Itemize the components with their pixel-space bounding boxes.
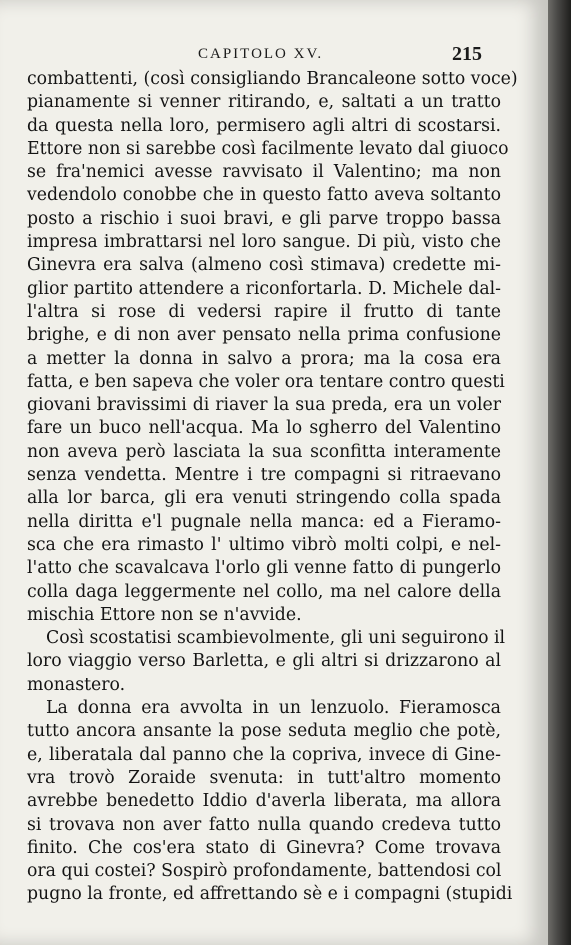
running-title: CAPITOLO XV. — [198, 46, 324, 62]
text-line: l'atto che scavalcava l'orlo gli venne fatto di pungerlo — [27, 558, 501, 579]
page-number: 215 — [452, 43, 482, 65]
text-line: Ettore non si sarebbe così facilmente levato dal giuoco — [27, 138, 509, 159]
text-line: Ginevra era salva (almeno così stimava) credette mi- — [27, 255, 501, 276]
text-line: e, liberatala dal panno che la copriva, invece di Gine- — [27, 744, 501, 765]
text-line: giovani bravissimi di riaver la sua preda, era un voler — [27, 395, 501, 416]
text-line: nella diritta e'l pugnale nella manca: ed a Fieramo- — [27, 511, 501, 532]
text-line: tutto ancora ansante la pose seduta meglio che potè, — [27, 721, 501, 742]
text-line: da questa nella loro, permisero agli altri di scostarsi. — [27, 115, 501, 136]
text-line: avrebbe benedetto Iddio d'averla liberata, ma allora — [27, 791, 501, 812]
text-line: mischia Ettore non se n'avvide. — [27, 604, 302, 625]
text-line: brighe, e di non aver pensato nella prima confusione — [27, 325, 501, 346]
text-line: loro viaggio verso Barletta, e gli altri si drizzarono al — [27, 651, 501, 672]
book-gutter — [548, 0, 571, 945]
text-line: pugno la fronte, ed affrettando sè e i compagni (stupidi — [27, 884, 513, 905]
text-line: si trovava non aver fatto nulla quando credeva tutto — [27, 814, 501, 835]
text-line: l'altra si rose di vedersi rapire il frutto di tante — [27, 301, 501, 322]
text-line: monastero. — [27, 674, 126, 695]
text-line: senza vendetta. Mentre i tre compagni si ritraevano — [27, 465, 501, 486]
text-line: La donna era avvolta in un lenzuolo. Fieramosca — [46, 698, 501, 719]
text-line: Così scostatisi scambievolmente, gli uni seguirono il — [46, 628, 506, 649]
text-line: vedendolo conobbe che in questo fatto aveva soltanto — [27, 185, 501, 206]
text-line: colla daga leggermente nel collo, ma nel calore della — [27, 581, 501, 602]
text-line: fatta, e ben sapeva che voler ora tentare contro questi — [27, 371, 505, 392]
text-line: a metter la donna in salvo a prora; ma la cosa era — [27, 348, 501, 369]
text-line: non aveva però lasciata la sua sconfitta interamente — [27, 441, 501, 462]
text-line: impresa imbrattarsi nel loro sangue. Di più, visto che — [27, 232, 501, 253]
text-line: posto a rischio i suoi bravi, e gli parve troppo bassa — [27, 208, 501, 229]
text-line: fare un buco nell'acqua. Ma lo sgherro del Valentino — [27, 418, 501, 439]
text-line: se fra'nemici avesse ravvisato il Valentino; ma non — [27, 162, 501, 183]
text-line: alla lor barca, gli era venuti stringendo colla spada — [27, 488, 501, 509]
text-line: combattenti, (così consigliando Brancaleone sotto voce) — [27, 69, 518, 89]
text-line: ora qui costei? Sospirò profondamente, battendosi col — [27, 861, 502, 882]
text-line: glior partito attendere a riconfortarla. D. Michele dal- — [27, 278, 501, 299]
text-line: finito. Che cos'era stato di Ginevra? Come trovava — [27, 837, 501, 858]
text-line: pianamente si venner ritirando, e, saltati a un tratto — [27, 92, 501, 113]
text-body — [27, 68, 518, 907]
page-header — [0, 43, 548, 68]
text-line: sca che era rimasto l' ultimo vibrò molti colpi, e nel- — [27, 534, 501, 555]
text-line: vra trovò Zoraide svenuta: in tutt'altro momento — [27, 767, 501, 788]
